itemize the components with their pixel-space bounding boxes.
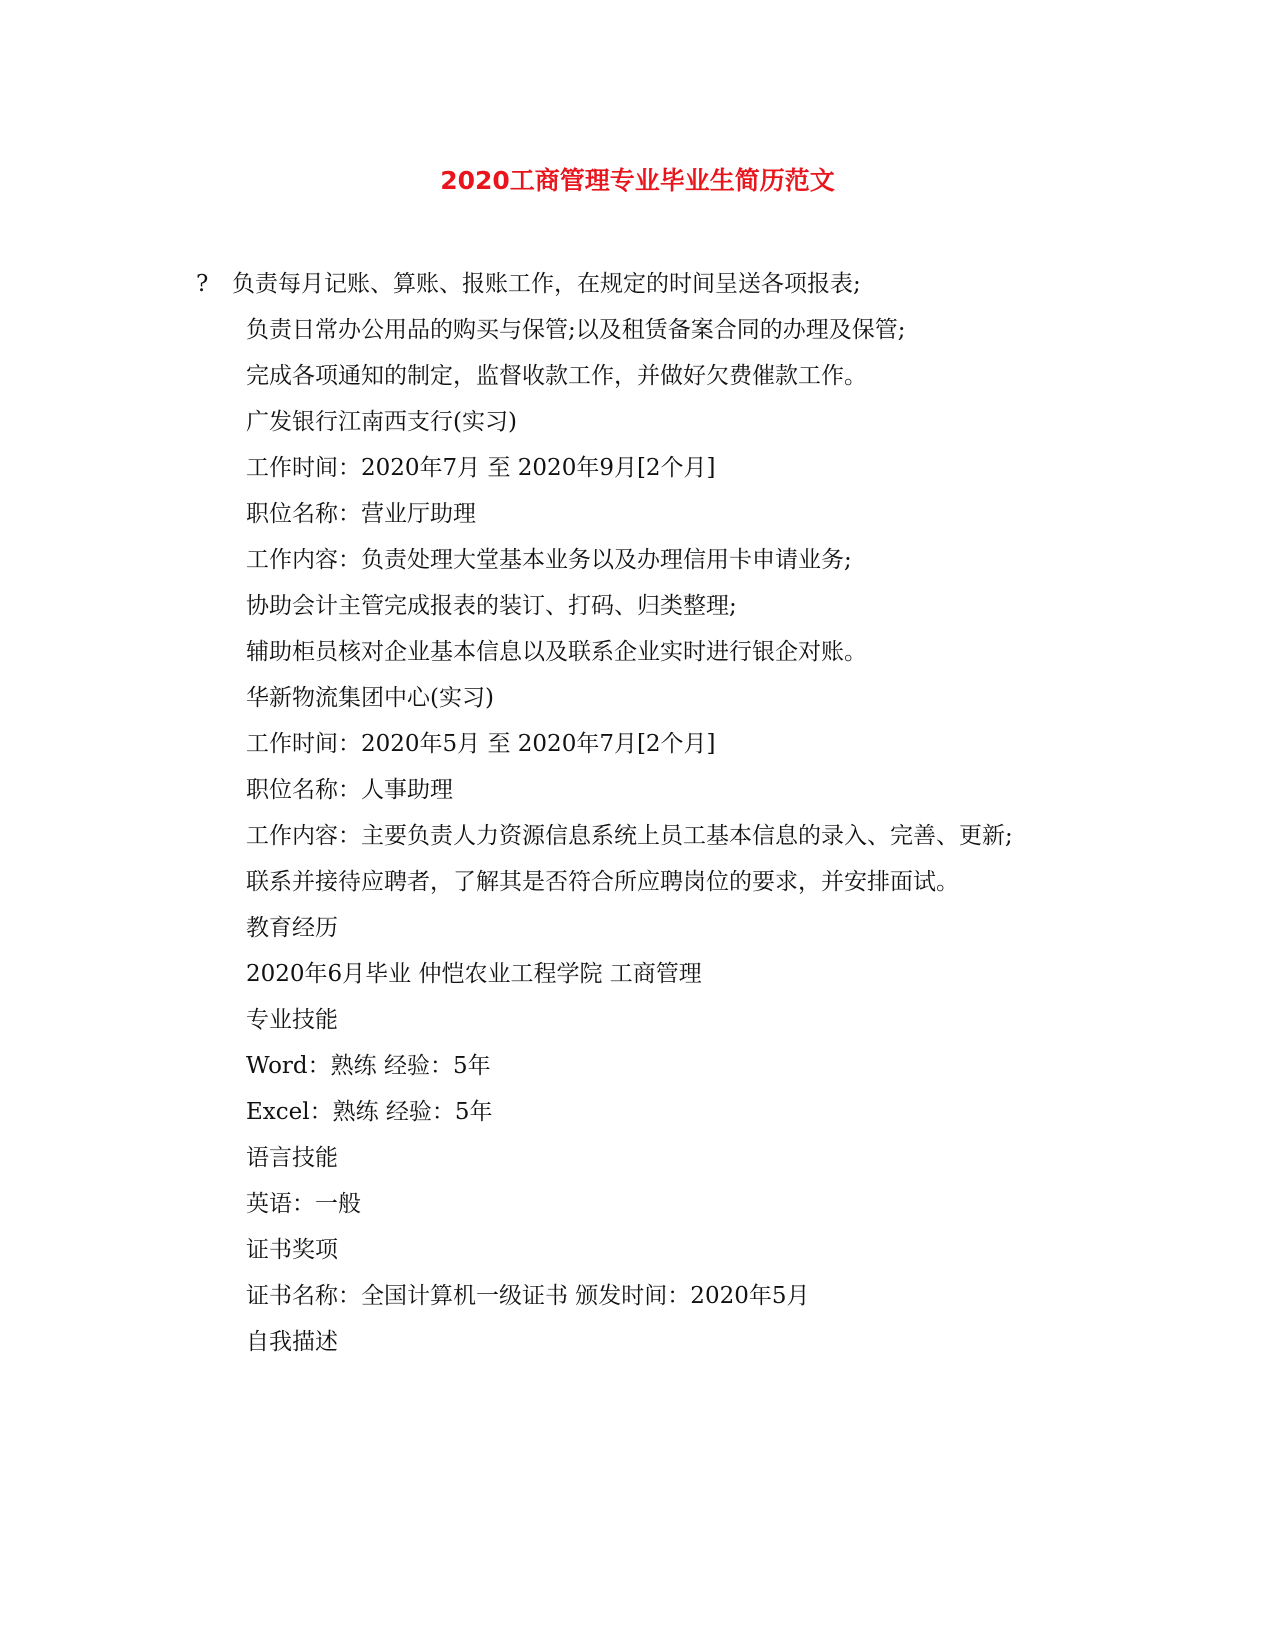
section-heading-self-description: 自我描述 [246,1329,338,1355]
text-line: 负责日常办公用品的购买与保管;以及租赁备案合同的办理及保管; [246,317,906,343]
text-line: 联系并接待应聘者，了解其是否符合所应聘岗位的要求，并安排面试。 [246,869,959,895]
section-heading-education: 教育经历 [246,915,338,941]
text-line: 证书名称：全国计算机一级证书 颁发时间：2020年5月 [246,1283,810,1309]
text-line: 职位名称：营业厅助理 [246,501,476,527]
text-line: 工作时间：2020年7月 至 2020年9月[2个月] [246,455,716,481]
text-line: 2020年6月毕业 仲恺农业工程学院 工商管理 [246,961,702,987]
text-line: 英语：一般 [246,1191,361,1217]
section-heading-skills: 专业技能 [246,1007,338,1033]
bullet-paragraph [196,268,861,300]
bullet-icon: ? [196,271,209,297]
company-heading: 广发银行江南西支行(实习) [246,409,517,435]
text-line: 职位名称：人事助理 [246,777,453,803]
company-heading: 华新物流集团中心(实习) [246,685,494,711]
document-title: 2020工商管理专业毕业生简历范文 [440,166,835,195]
text-line: 工作内容：负责处理大堂基本业务以及办理信用卡申请业务; [246,547,852,573]
text-line: 工作时间：2020年5月 至 2020年7月[2个月] [246,731,716,757]
bullet-text: 负责每月记账、算账、报账工作，在规定的时间呈送各项报表; [232,271,861,297]
text-line: 协助会计主管完成报表的装订、打码、归类整理; [246,593,737,619]
text-line: 辅助柜员核对企业基本信息以及联系企业实时进行银企对账。 [246,639,867,665]
section-heading-languages: 语言技能 [246,1145,338,1171]
text-line: 工作内容：主要负责人力资源信息系统上员工基本信息的录入、完善、更新; [246,823,1013,849]
text-line: Word：熟练 经验：5年 [246,1053,491,1079]
section-heading-certificates: 证书奖项 [246,1237,338,1263]
text-line: 完成各项通知的制定，监督收款工作，并做好欠费催款工作。 [246,363,867,389]
text-line: Excel：熟练 经验：5年 [246,1099,493,1125]
